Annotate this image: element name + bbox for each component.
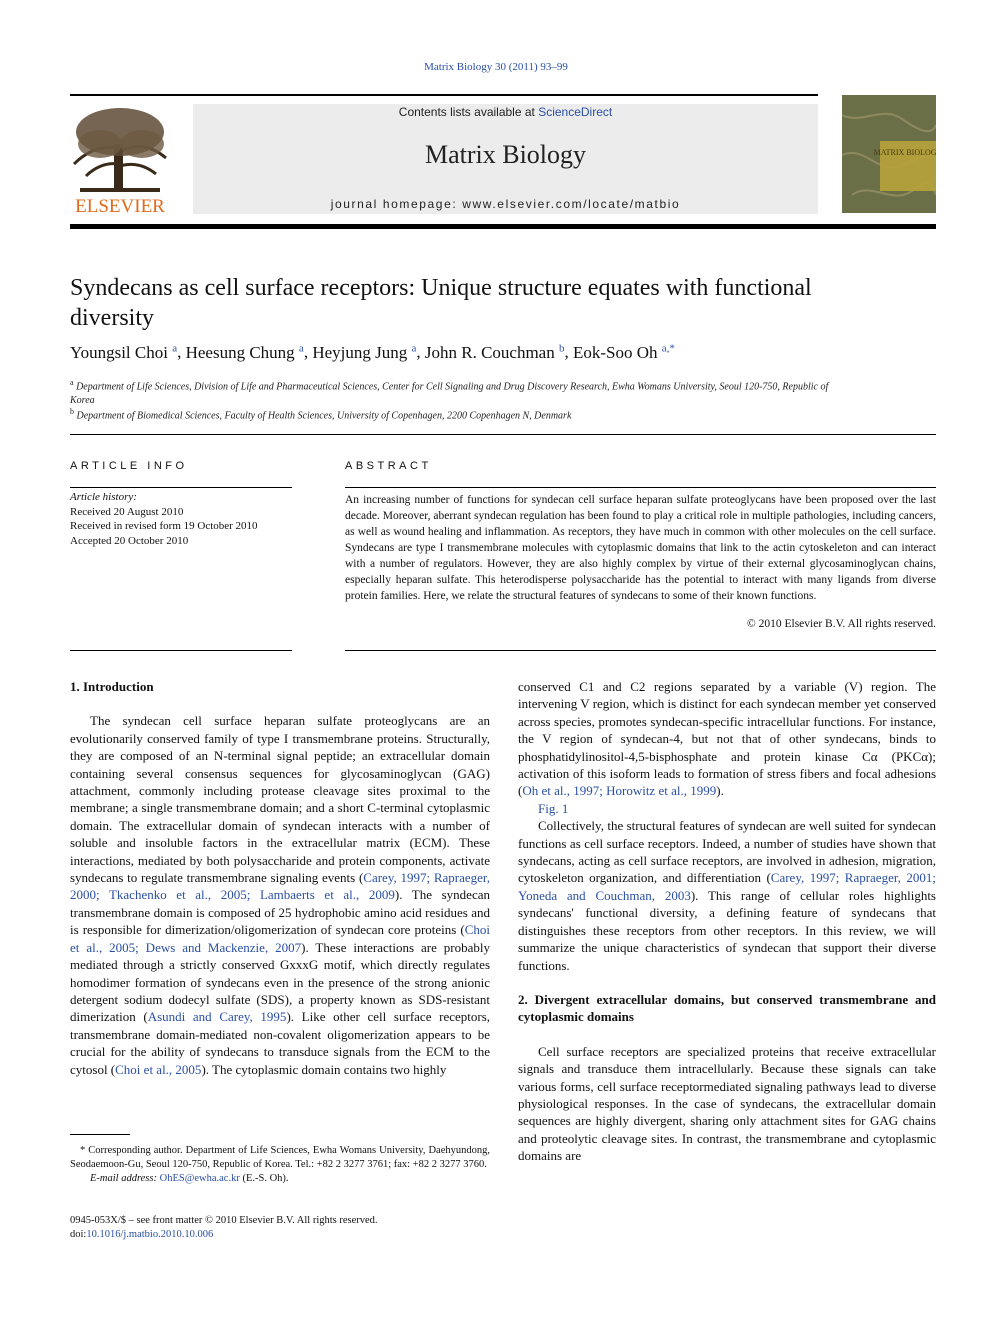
email-link[interactable]: OhES@ewha.ac.kr xyxy=(159,1173,240,1184)
article-title: Syndecans as cell surface receptors: Unique structure equates with functional diversity xyxy=(70,275,812,331)
abstract-rule xyxy=(345,487,936,488)
doi-link[interactable]: 10.1016/j.matbio.2010.10.006 xyxy=(86,1229,214,1240)
article-info-heading: ARTICLE INFO xyxy=(70,460,188,472)
author-5[interactable]: Eok-Soo Oh $^{a,*}$ xyxy=(572,342,675,362)
contents-line xyxy=(193,105,818,119)
affiliation-rule xyxy=(70,434,936,435)
intro-paragraph-1: The syndecan cell surface heparan sulfate proteoglycans are an evolutionarily conserved family of type I transmembrane proteins. Structurally, they are composed of an N-terminal signal peptide; an extracellular domain containing several consensus sequences for glycosaminoglycan (GAG) attachment, commonly including protease cleavage sites proximal to the membrane; a single transmembrane domain; and a short C-terminal cytoplasmic domain. The extracellular domain of syndecan interacts with a number of soluble and insoluble factors in the extracellular matrix (ECM). These interactions, mediated by both polysaccharide and protein components, activate syndecans to regulate transmembrane signaling events (Carey, 1997; Rapraeger, 2000; Tkachenko et al., 2005; Lambaerts et al., 2009). The syndecan transmembrane domain is composed of 25 hydrophobic amino acid residues and is responsible for dimerization/oligomerization of syndecan core proteins (Choi et al., 2005; Dews and Mackenzie, 2007). These interactions are probably mediated through a strictly conserved GxxxG motif, which directly regulates homodimer formation of syndecans even in the presence of the strong anionic detergent sodium dodecyl sulfate (SDS), a property known as SDS-resistant dimerization (Asundi and Carey, 1995). Like other cell surface receptors, transmembrane domain-mediated non-covalent oligomerization appears to be crucial for the ability of syndecans to transduce signals from the ECM to the cytosol (Choi et al., 2005). The cytoplasmic domain contains two highly xyxy=(70,713,491,1077)
header-thick-rule xyxy=(70,224,936,229)
accepted-date: Accepted 20 October 2010 xyxy=(70,534,189,547)
figure-1-link[interactable]: Fig. 1 xyxy=(538,800,569,816)
author-2[interactable]: Heesung Chung $^a$ xyxy=(185,342,304,362)
elsevier-tree-icon xyxy=(70,104,170,216)
citation-asundi-1995[interactable]: Asundi and Carey, 1995 xyxy=(147,1009,287,1025)
revised-date: Received in revised form 19 October 2010 xyxy=(70,520,258,532)
publisher-logo-text: ELSEVIER xyxy=(75,196,165,216)
citation-choi-2005[interactable]: Choi et al., 2005; Dews and Mackenzie, 2007 xyxy=(70,922,490,955)
intro-paragraph-1-cont: conserved C1 and C2 regions separated by a variable (V) region. The intervening V region, which is distinct for each syndecan member yet conserved across species, promotes syndecan-specific intracellular functions. For instance, the V region of syndecan-4, but not that of other syndecans, binds to phosphatidylinositol-4,5-bisphosphate and protein kinase Cα (PKCα); activation of this isoform leads to formation of stress fibers and focal adhesions (Oh et al., 1997; Horowitz et al., 1999). xyxy=(518,679,936,799)
journal-cover-image xyxy=(842,95,936,213)
history-label: Article history: xyxy=(70,491,137,503)
intro-paragraph-2: Collectively, the structural features of syndecan are well suited for syndecan functions as cell surface receptors. Indeed, a number of studies have shown that syndecans, acting as cell surface receptors, are involved in adhesion, migration, cytoskeleton organization, and differentiation (Carey, 1997; Rapraeger, 2001; Yoneda and Couchman, 2003). This range of cellular roles highlights syndecans' functional diversity, a defining feature of syndecans that distinguishes these receptors from other receptors. In this review, we will summarize the unique characteristics of syndecan that support their diverse functions. xyxy=(518,818,936,973)
section-2-heading: 2. Divergent extracellular domains, but conserved transmembrane and cytoplasmic domains xyxy=(518,991,936,1025)
author-list: Youngsil Choi $^a$, Heesung Chung $^a$, Heyjung Jung $^a$, John R. Couchman $^b$, Eok-Soo Oh $^{a,*}$ xyxy=(70,342,675,362)
abstract-text: An increasing number of functions for syndecan cell surface heparan sulfate proteoglycans have been proposed over the last decade. Moreover, aberrant syndecan regulation has been found to play a critical role in multiple pathologies, including cancers, as well as wound healing and inflammation. As receptors, they have much in common with other molecules on the cell surface. Syndecans are type I transmembrane molecules with cytoplasmic domains that link to the actin cytoskeleton and can interact with a number of regulators. However, they are also highly complex by virtue of their external glycosaminoglycan chains, especially heparan sulfate. This heterodisperse polysaccharide has the potential to interact with many ligands from diverse protein families. Here, we relate the structural features of syndecans to some of their known functions. xyxy=(345,494,936,602)
footnote-rule xyxy=(70,1134,130,1135)
homepage-prefix: journal homepage: xyxy=(330,197,463,211)
journal-reference[interactable]: Matrix Biology 30 (2011) 93–99 xyxy=(424,61,568,73)
abstract-copyright: © 2010 Elsevier B.V. All rights reserved. xyxy=(747,618,936,630)
cover-title: MATRIX BIOLOGY xyxy=(873,148,936,157)
citation-choi-2005-b[interactable]: Choi et al., 2005 xyxy=(115,1061,202,1077)
front-matter-line: 0945-053X/$ – see front matter © 2010 Elsevier B.V. All rights reserved. xyxy=(70,1215,378,1226)
article-info-rule xyxy=(70,487,292,488)
right-column xyxy=(518,678,936,1165)
author-1[interactable]: Youngsil Choi $^a$ xyxy=(70,342,178,362)
contents-prefix: Contents lists available at xyxy=(398,105,539,119)
section-1-heading: 1. Introduction xyxy=(70,679,154,694)
received-date: Received 20 August 2010 xyxy=(70,505,184,518)
front-matter: 0945-053X/$ – see front matter © 2010 Elsevier B.V. All rights reserved. doi:10.1016/j.matbio.2010.10.006 xyxy=(70,1214,490,1242)
article-info-bottom-rule xyxy=(70,650,292,651)
abstract-bottom-rule xyxy=(345,650,936,651)
corresponding-author-footnote: * Corresponding author. Department of Life Sciences, Ewha Womans University, Daehyundong, Seodaemoon-Gu, Seoul 120-750, Republic of Korea. Tel.: +82 2 3277 3761; fax: +82 2 3277 3760. E-mail address: OhES@ewha.ac.kr (E.-S. Oh). xyxy=(70,1145,490,1184)
elsevier-logo xyxy=(70,104,170,216)
header-rule xyxy=(70,94,818,96)
left-column xyxy=(70,678,490,1078)
homepage-url[interactable]: www.elsevier.com/locate/matbio xyxy=(462,197,681,211)
abstract-heading: ABSTRACT xyxy=(345,460,432,472)
author-4[interactable]: John R. Couchman $^b$ xyxy=(424,342,565,362)
article-history xyxy=(70,490,292,548)
affiliation-a: $^a$ Department of Life Sciences, Division of Life and Pharmaceutical Sciences, Center for Cell Signaling and Drug Discovery Research, Ewha Womans University, Seoul 120-750, Republic of Korea xyxy=(70,378,829,407)
journal-homepage xyxy=(193,197,818,211)
sciencedirect-link[interactable]: ScienceDirect xyxy=(538,105,613,119)
journal-title: Matrix Biology xyxy=(424,140,587,169)
author-3[interactable]: Heyjung Jung $^a$ xyxy=(312,342,417,362)
citation-oh-1997[interactable]: Oh et al., 1997; Horowitz et al., 1999 xyxy=(522,783,717,799)
affiliation-b: $^b$ Department of Biomedical Sciences, Faculty of Health Sciences, University of Copenhagen, 2200 Copenhagen N, Denmark xyxy=(70,407,572,422)
figure-link-line xyxy=(518,800,936,817)
section-2-paragraph-1: Cell surface receptors are specialized proteins that receive extracellular signals and transduce them intracellularly. Because these signals can take various forms, cell surface receptormediated signaling pathways lead to diverse physiological responses. In the case of syndecans, the extracellular domain sequences are highly divergent, sharing only attachment sites for GAG chains and proteolytic cleavage sites. In contrast, the transmembrane and cytoplasmic domains are xyxy=(518,1043,936,1164)
citation-carey-1997[interactable]: Carey, 1997; Rapraeger, 2000; Tkachenko et al., 2005; Lambaerts et al., 2009 xyxy=(70,870,490,903)
citation-carey-1997-b[interactable]: Carey, 1997; Rapraeger, 2001; Yoneda and Couchman, 2003 xyxy=(518,870,936,903)
